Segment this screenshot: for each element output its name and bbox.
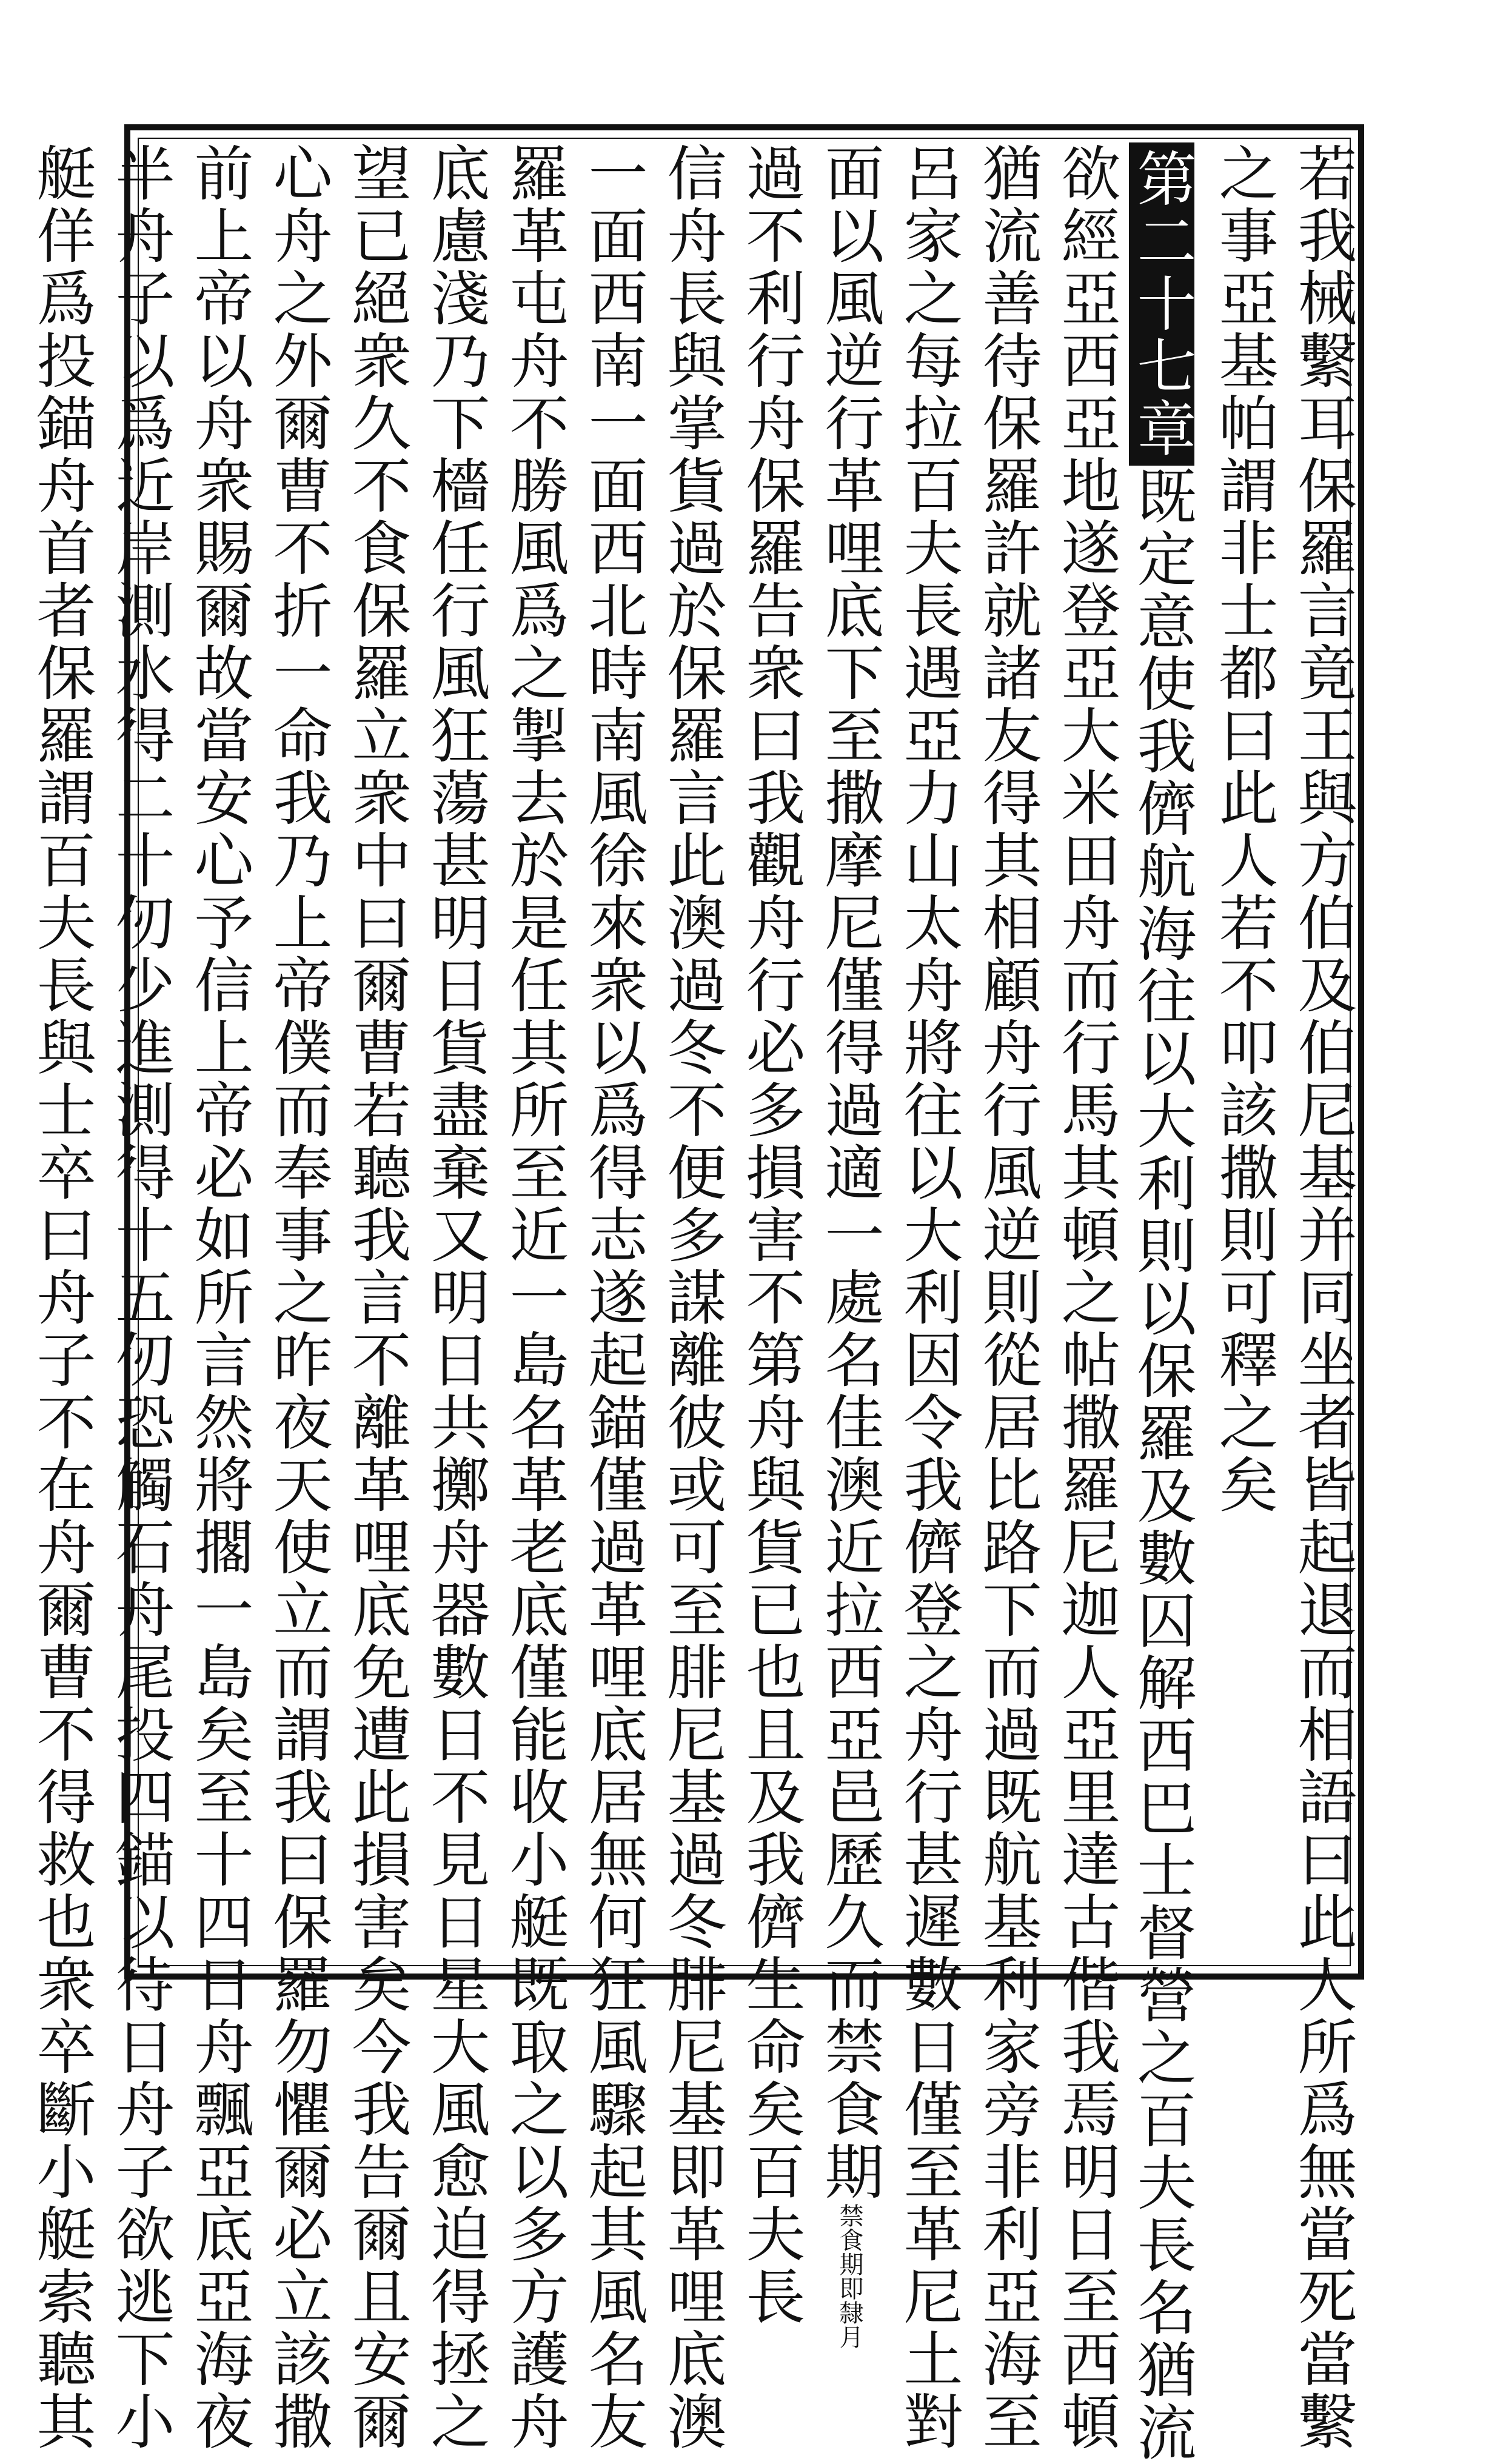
text-column-14: 心舟之外爾曹不折一命我乃上帝僕而奉事之昨夜天使立而謂我曰保羅勿懼爾必立該撒	[263, 142, 332, 2453]
text-column-7	[800, 142, 884, 2349]
text-column-15: 前上帝以舟衆賜爾故當安心予信上帝必如所言然將擱一島矣至十四日舟飄亞底亞海夜	[184, 142, 253, 2453]
text-column-11: 羅革屯舟不勝風爲之掣去於是任其所至近一島名革老底僅能收小艇既取之以多方護舟	[500, 142, 569, 2453]
text-column-4: 欲經亞西亞地遂登亞大米田舟而行馬其頓之帖撒羅尼迦人亞里達古偕我焉明日至西頓	[1051, 142, 1120, 2453]
text-column-5: 猶流善待保羅許就諸友得其相顧舟行風逆則從居比路下而過既航基利家旁非利亞海至	[972, 142, 1042, 2453]
text-column-3-text: 既定意使我儕航海往以大利則以保羅及數囚解西巴士督營之百夫長名猶流	[1127, 466, 1196, 2464]
text-column-10: 一面西南一面西北時南風徐來衆以爲得志遂起錨僅過革哩底居無何狂風驟起其風名友	[578, 142, 648, 2453]
text-column-13: 望已絕衆久不食保羅立衆中曰爾曹若聽我言不離革哩底免遭此損害矣今我告爾且安爾	[342, 142, 411, 2453]
text-column-8: 過不利行舟保羅告衆曰我觀舟行必多損害不第舟與貨已也且及我儕生命矣百夫長	[736, 142, 805, 2328]
text-column-1: 若我械繫耳保羅言竟王與方伯及伯尼基并同坐者皆起退而相語曰此人所爲無當死當繫	[1288, 142, 1357, 2453]
text-column-7-text: 面以風逆行革哩底下至撒摩尼僅得過適一處名佳澳近拉西亞邑歷久而禁食期	[815, 142, 884, 2203]
text-column-17: 艇佯爲投錨舟首者保羅謂百夫長與士卒曰舟子不在舟爾曹不得救也衆卒斷小艇索聽其	[27, 142, 96, 2453]
text-column-3	[1116, 142, 1196, 2464]
text-column-2: 之事亞基帕謂非士都曰此人若不叩該撒則可釋之矣	[1209, 142, 1278, 1516]
text-column-6: 呂家之每拉百夫長遇亞力山太舟將往以大利因令我儕登之舟行甚遲數日僅至革尼土對	[894, 142, 963, 2453]
text-column-9: 信舟長與掌貨過於保羅言此澳過冬不便多謀離彼或可至腓尼基過冬腓尼基即革哩底澳	[657, 142, 726, 2453]
chapter-heading: 第二十七章	[1129, 142, 1194, 466]
page-content	[27, 142, 1357, 2464]
text-column-16: 半舟子以爲近岸測水得二十仞少進測得十五仞恐觸石舟尾投四錨以待日舟子欲逃下小	[105, 142, 175, 2453]
text-column-12: 底慮淺乃下檣任行風狂蕩甚明日貨盡棄又明日共擲舟器數日不見日星大風愈迫得拯之	[421, 142, 490, 2453]
annotation-note: 禁食期即隸月	[835, 2203, 863, 2349]
